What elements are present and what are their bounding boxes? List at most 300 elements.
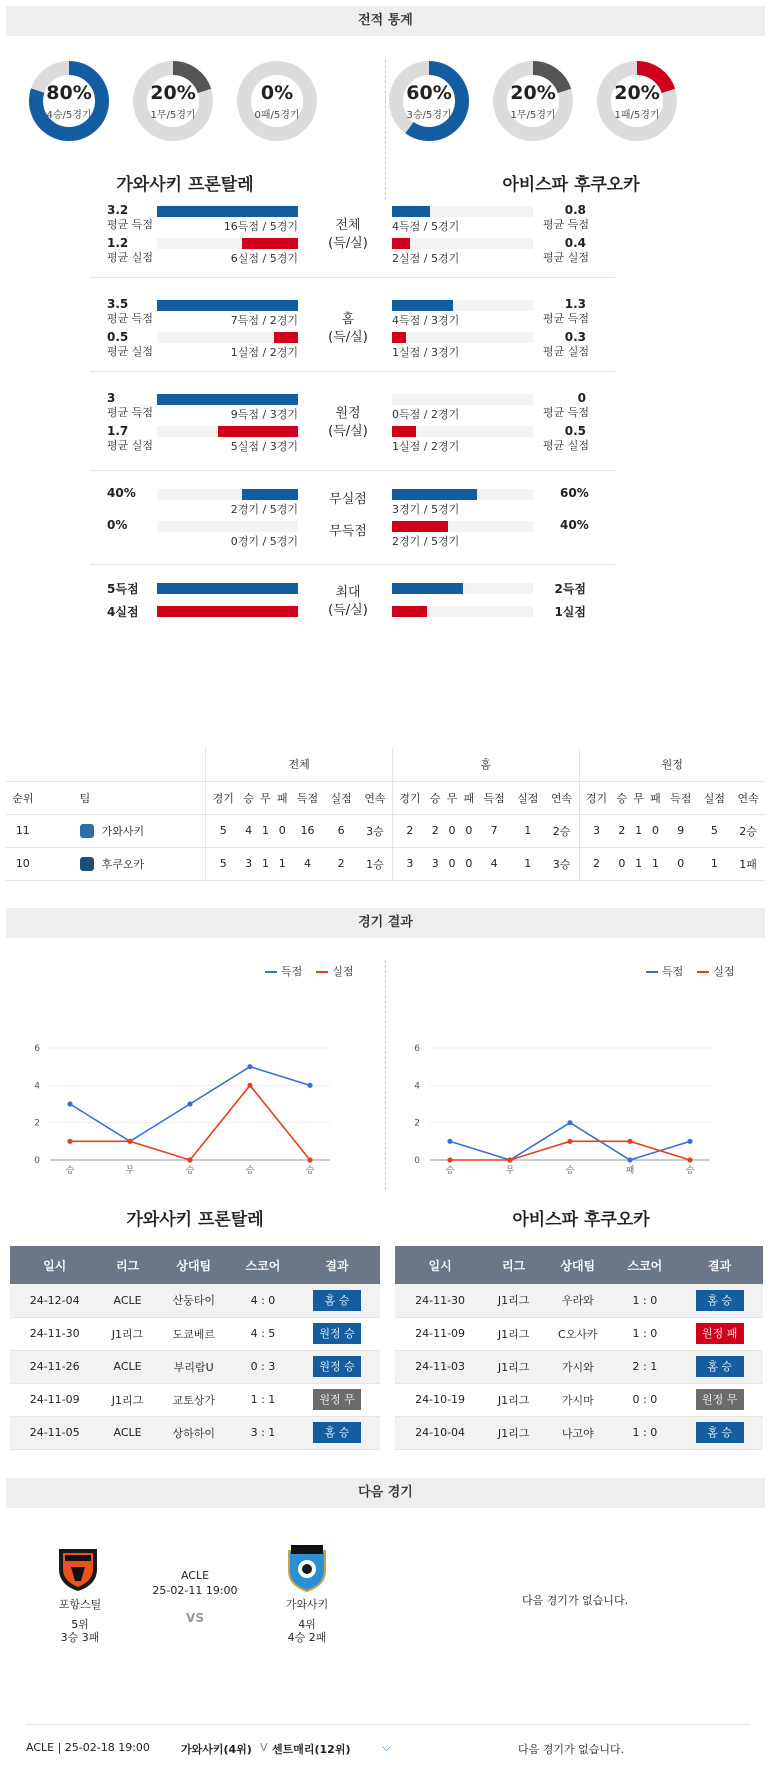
- bar-fill: [392, 583, 463, 594]
- left-against-note: 1실점 / 2경기: [230, 346, 298, 359]
- col-team: 팀: [40, 781, 206, 814]
- stat-cell: 4: [240, 814, 257, 847]
- bar-fill: [392, 300, 453, 311]
- right-for-note: 4득점 / 3경기: [392, 314, 460, 327]
- data-point: [627, 1157, 632, 1162]
- stat-category: 전체: [335, 218, 361, 233]
- vs-label: VS: [186, 1611, 204, 1625]
- donut-chart: [386, 58, 472, 144]
- next-team-b-rank: 4위: [298, 1618, 316, 1631]
- x-tick-label: 패: [625, 1166, 635, 1176]
- bar-fill: [392, 489, 477, 500]
- next-team-a-record: 3승 3패: [60, 1631, 100, 1644]
- right-for-note: 0득점 / 2경기: [392, 408, 460, 421]
- stat-cell: 1: [630, 847, 647, 880]
- section-title-match-results: 경기 결과: [6, 908, 765, 938]
- stat-cell: 1: [511, 814, 545, 847]
- col-header: 실점: [511, 781, 545, 814]
- result-cell: [294, 1317, 380, 1350]
- col-header: 연속: [358, 781, 392, 814]
- kawasaki-logo-icon: [285, 1543, 329, 1593]
- donut-sublabel: 4승/5경기: [46, 110, 92, 121]
- away-results-table: [395, 1246, 763, 1450]
- y-tick-label: 6: [414, 1044, 420, 1054]
- table-row: [10, 1383, 380, 1416]
- data-point: [447, 1157, 452, 1162]
- series-line-1: [450, 1141, 690, 1160]
- donut-chart: [234, 58, 320, 144]
- donut-percent: 20%: [510, 82, 556, 104]
- result-cell: [676, 1416, 763, 1449]
- col-header: 무: [257, 781, 274, 814]
- stat-cell: 1: [274, 847, 291, 880]
- stat-cell: 1: [630, 814, 647, 847]
- result-opp: 교토상가: [156, 1383, 232, 1416]
- col-header: 득점: [664, 781, 698, 814]
- home-results-table: [10, 1246, 380, 1450]
- col-header: 승: [427, 781, 444, 814]
- left-avg-against-value: 0.5: [107, 330, 129, 344]
- bar-track: [392, 394, 533, 405]
- stat-cell: 2: [613, 814, 630, 847]
- legend-swatch: [697, 971, 709, 973]
- right-avg-against-value: 0.3: [564, 330, 586, 344]
- stat-cell: 5: [698, 814, 732, 847]
- right-avg-against-value: 0.4: [564, 236, 586, 250]
- result-cell: [294, 1284, 380, 1317]
- table-row: [395, 1284, 763, 1317]
- result-opp: 가시와: [542, 1350, 613, 1383]
- table-row: [10, 1350, 380, 1383]
- bar-fill: [392, 426, 416, 437]
- right-max-against: 1실점: [554, 605, 586, 619]
- stat-cell: 0: [613, 847, 630, 880]
- bar-fill: [157, 394, 298, 405]
- right-avg-against-value: 0.5: [564, 424, 586, 438]
- donut-sublabel: 1패/5경기: [614, 110, 660, 121]
- bar-fill: [392, 206, 430, 217]
- away-goals-chart: [410, 1010, 750, 1185]
- data-point: [567, 1120, 572, 1125]
- donut-chart: [594, 58, 680, 144]
- donut-chart: [26, 58, 112, 144]
- stat-category-sub: (득/실): [328, 424, 368, 439]
- col-header: 실점: [324, 781, 358, 814]
- group-header-away: 원정: [579, 748, 765, 781]
- donut-chart: [490, 58, 576, 144]
- result-league: J1리그: [485, 1317, 542, 1350]
- x-tick-label: 무: [505, 1166, 515, 1176]
- result-date: 24-10-19: [395, 1383, 485, 1416]
- x-tick-label: 승: [565, 1166, 575, 1176]
- donut-sublabel: 1무/5경기: [150, 110, 196, 121]
- right-avg-for-value: 0: [577, 391, 586, 405]
- legend-label: 실점: [332, 965, 354, 978]
- result-league: ACLE: [99, 1416, 155, 1449]
- results-col-header: 리그: [99, 1246, 155, 1284]
- result-cell: [676, 1350, 763, 1383]
- results-col-header: 일시: [10, 1246, 99, 1284]
- row-divider: [90, 371, 615, 372]
- result-opp: 우라와: [542, 1284, 613, 1317]
- result-opp: C오사카: [542, 1317, 613, 1350]
- next-team-b-record: 4승 2패: [287, 1631, 327, 1644]
- divider: [385, 60, 386, 200]
- row-divider: [90, 470, 615, 471]
- stat-cell: 3: [392, 847, 426, 880]
- left-avg-against-value: 1.2: [107, 236, 129, 250]
- no-next-match: 다음 경기가 없습니다.: [521, 1594, 629, 1607]
- data-point: [247, 1064, 252, 1069]
- stat-cell: 0: [444, 814, 461, 847]
- right-max-for: 2득점: [554, 582, 586, 596]
- donut-percent: 20%: [614, 82, 660, 104]
- result-league: ACLE: [99, 1350, 155, 1383]
- right-avg-for-label: 평균 득점: [543, 218, 590, 231]
- stat-cell: 1: [647, 847, 664, 880]
- results-col-header: 결과: [294, 1246, 380, 1284]
- stat-cell: 0: [444, 847, 461, 880]
- result-cell: [676, 1317, 763, 1350]
- results-col-header: 스코어: [232, 1246, 294, 1284]
- right-noscore-note: 2경기 / 5경기: [392, 535, 460, 548]
- left-clean-note: 2경기 / 5경기: [230, 503, 298, 516]
- results-col-header: 리그: [485, 1246, 542, 1284]
- right-clean-note: 3경기 / 5경기: [392, 503, 460, 516]
- data-point: [307, 1083, 312, 1088]
- row-divider: [90, 564, 615, 565]
- table-row: [395, 1350, 763, 1383]
- left-max-for: 5득점: [107, 582, 139, 596]
- x-tick-label: 승: [65, 1166, 75, 1176]
- results-col-header: 일시: [395, 1246, 485, 1284]
- left-against-note: 5실점 / 3경기: [230, 440, 298, 453]
- donut-sublabel: 3승/5경기: [406, 110, 452, 121]
- next-team-a-name: 포항스틸: [58, 1598, 102, 1611]
- stat-cell: 16: [291, 814, 325, 847]
- result-date: 24-11-26: [10, 1350, 99, 1383]
- bar-fill: [157, 206, 298, 217]
- result-opp: 가시마: [542, 1383, 613, 1416]
- bar-track: [392, 238, 533, 249]
- team-name[interactable]: 후쿠오카: [101, 857, 145, 871]
- right-avg-against-label: 평균 실점: [543, 439, 590, 452]
- result-league: J1리그: [99, 1383, 155, 1416]
- data-point: [247, 1083, 252, 1088]
- col-header: 득점: [291, 781, 325, 814]
- result-date: 24-10-04: [395, 1416, 485, 1449]
- result-badge: 홈 승: [696, 1290, 744, 1311]
- stat-cell: 1패: [731, 847, 765, 880]
- right-avg-against-label: 평균 실점: [543, 345, 590, 358]
- x-tick-label: 무: [125, 1166, 135, 1176]
- donut-sublabel: 0패/5경기: [254, 110, 300, 121]
- clean-sheet-label: 무실점: [329, 492, 367, 507]
- col-header: 승: [240, 781, 257, 814]
- result-cell: [676, 1284, 763, 1317]
- stat-cell: 0: [647, 814, 664, 847]
- bar-fill: [242, 489, 298, 500]
- left-avg-against-label: 평균 실점: [107, 345, 154, 358]
- stat-cell: 5: [206, 847, 240, 880]
- result-date: 24-11-30: [10, 1317, 99, 1350]
- team-cell: [40, 847, 206, 880]
- result-cell: [294, 1383, 380, 1416]
- stat-cell: 1: [257, 814, 274, 847]
- result-opp: 산둥타이: [156, 1284, 232, 1317]
- result-league: ACLE: [99, 1284, 155, 1317]
- data-point: [187, 1157, 192, 1162]
- result-opp: 나고야: [542, 1416, 613, 1449]
- left-for-note: 16득점 / 5경기: [223, 220, 298, 233]
- data-point: [567, 1139, 572, 1144]
- result-cell: [676, 1383, 763, 1416]
- stat-cell: 1: [257, 847, 274, 880]
- bar-fill: [218, 426, 298, 437]
- bar-fill: [392, 521, 448, 532]
- right-against-note: 1실점 / 2경기: [392, 440, 460, 453]
- right-against-note: 2실점 / 5경기: [392, 252, 460, 265]
- col-header: 무: [444, 781, 461, 814]
- col-header: 실점: [698, 781, 732, 814]
- result-cell: [294, 1350, 380, 1383]
- stat-cell: 4: [291, 847, 325, 880]
- header-row: [395, 1246, 763, 1284]
- results-col-header: 결과: [676, 1246, 763, 1284]
- y-tick-label: 6: [34, 1044, 40, 1054]
- results-col-header: 스코어: [613, 1246, 676, 1284]
- legend-swatch: [265, 971, 277, 973]
- divider: [385, 960, 386, 1190]
- table-row: [395, 1383, 763, 1416]
- bar-fill: [392, 238, 410, 249]
- result-date: 24-12-04: [10, 1284, 99, 1317]
- result-badge: 원정 무: [696, 1389, 744, 1410]
- result-date: 24-11-09: [10, 1383, 99, 1416]
- result-score: 0 : 3: [232, 1350, 294, 1383]
- stat-cell: 1: [698, 847, 732, 880]
- col-header: 경기: [392, 781, 426, 814]
- result-date: 24-11-05: [10, 1416, 99, 1449]
- result-score: 1 : 0: [613, 1317, 676, 1350]
- result-cell: [294, 1416, 380, 1449]
- x-tick-label: 승: [245, 1166, 255, 1176]
- col-header: 패: [274, 781, 291, 814]
- left-avg-for-label: 평균 득점: [107, 312, 154, 325]
- left-no-score-value: 0%: [107, 518, 128, 532]
- result-badge: 홈 승: [696, 1422, 744, 1443]
- stat-category: 원정: [335, 406, 361, 421]
- stat-cell: 7: [477, 814, 511, 847]
- table-row: [10, 1284, 380, 1317]
- right-no-score-value: 40%: [560, 518, 589, 532]
- bar-fill: [392, 332, 406, 343]
- data-point: [67, 1139, 72, 1144]
- result-score: 1 : 0: [613, 1284, 676, 1317]
- footer-team-b: 센트매리(12위): [272, 1743, 351, 1756]
- stat-cell: 3승: [358, 814, 392, 847]
- result-badge: 홈 승: [696, 1356, 744, 1377]
- stat-cell: 5: [206, 814, 240, 847]
- data-point: [447, 1139, 452, 1144]
- stat-cell: 0: [274, 814, 291, 847]
- next-team-a-rank: 5위: [71, 1618, 89, 1631]
- donut-chart: [130, 58, 216, 144]
- result-score: 4 : 5: [232, 1317, 294, 1350]
- bar-fill: [274, 332, 298, 343]
- chart1-legend: [265, 963, 354, 979]
- result-badge: 원정 무: [313, 1389, 361, 1410]
- result-league: J1리그: [485, 1284, 542, 1317]
- data-point: [307, 1157, 312, 1162]
- legend-swatch: [646, 971, 658, 973]
- right-against-note: 1실점 / 3경기: [392, 346, 460, 359]
- x-tick-label: 승: [685, 1166, 695, 1176]
- result-score: 4 : 0: [232, 1284, 294, 1317]
- stat-cell: 2승: [731, 814, 765, 847]
- home-team-name: 가와사키 프론탈레: [126, 1210, 264, 1230]
- stat-category-sub: (득/실): [328, 330, 368, 345]
- footer-no-next: 다음 경기가 없습니다.: [518, 1743, 625, 1756]
- legend-label: 득점: [662, 965, 684, 978]
- legend-label: 실점: [713, 965, 735, 978]
- col-header: 연속: [545, 781, 579, 814]
- stat-cell: 1승: [358, 847, 392, 880]
- data-point: [127, 1139, 132, 1144]
- pohang-logo-icon: [55, 1545, 101, 1593]
- table-row: [395, 1317, 763, 1350]
- col-header: 경기: [579, 781, 613, 814]
- col-header: 연속: [731, 781, 765, 814]
- chart2-legend: [646, 963, 735, 979]
- data-point: [687, 1157, 692, 1162]
- left-avg-against-value: 1.7: [107, 424, 129, 438]
- bar-fill: [392, 606, 427, 617]
- donut-sublabel: 1무/5경기: [510, 110, 556, 121]
- section-title-next-match: 다음 경기: [6, 1478, 765, 1508]
- away-team-name: 아비스파 후쿠오카: [502, 175, 640, 195]
- stat-cell: 0: [664, 847, 698, 880]
- right-clean-sheet-value: 60%: [560, 486, 589, 500]
- right-for-note: 4득점 / 5경기: [392, 220, 460, 233]
- left-avg-for-value: 3.5: [107, 297, 129, 311]
- results-col-header: 상대팀: [542, 1246, 613, 1284]
- data-point: [187, 1101, 192, 1106]
- result-score: 3 : 1: [232, 1416, 294, 1449]
- stat-cell: 2: [324, 847, 358, 880]
- away-team-name: 아비스파 후쿠오카: [512, 1210, 650, 1230]
- legend-label: 득점: [281, 965, 303, 978]
- left-against-note: 6실점 / 5경기: [230, 252, 298, 265]
- col-header: 득점: [477, 781, 511, 814]
- results-col-header: 상대팀: [156, 1246, 232, 1284]
- home-team-name: 가와사키 프론탈레: [116, 175, 254, 195]
- right-avg-for-label: 평균 득점: [543, 406, 590, 419]
- stat-cell: 3승: [545, 847, 579, 880]
- team-logo-icon: [80, 857, 94, 871]
- stat-cell: 4: [477, 847, 511, 880]
- result-badge: 원정 승: [313, 1323, 361, 1344]
- data-point: [67, 1101, 72, 1106]
- x-tick-label: 승: [185, 1166, 195, 1176]
- data-point: [507, 1157, 512, 1162]
- table-row: [395, 1416, 763, 1449]
- stat-cell: 2: [579, 847, 613, 880]
- section-title-record-stats: 전적 통계: [6, 6, 765, 36]
- result-badge: 홈 승: [313, 1422, 361, 1443]
- left-clean-sheet-value: 40%: [107, 486, 136, 500]
- result-badge: 원정 패: [696, 1323, 744, 1344]
- result-score: 1 : 1: [232, 1383, 294, 1416]
- bar-fill: [242, 238, 298, 249]
- col-rank: 순위: [6, 781, 40, 814]
- team-name[interactable]: 가와사키: [101, 824, 145, 838]
- row-divider: [90, 277, 615, 278]
- col-header: 패: [460, 781, 477, 814]
- right-avg-for-label: 평균 득점: [543, 312, 590, 325]
- bar-fill: [157, 583, 298, 594]
- stat-cell: 6: [324, 814, 358, 847]
- result-badge: 원정 승: [313, 1356, 361, 1377]
- bar-fill: [157, 300, 298, 311]
- footer-v: V: [260, 1741, 268, 1754]
- result-opp: 도쿄베르: [156, 1317, 232, 1350]
- right-avg-for-value: 0.8: [564, 203, 586, 217]
- bar-fill: [157, 606, 298, 617]
- stat-cell: 0: [460, 814, 477, 847]
- table-row: [10, 1416, 380, 1449]
- stat-cell: 1: [511, 847, 545, 880]
- result-league: J1리그: [485, 1350, 542, 1383]
- left-avg-for-value: 3: [107, 391, 116, 405]
- left-avg-against-label: 평균 실점: [107, 251, 154, 264]
- result-badge: 홈 승: [313, 1290, 361, 1311]
- donut-percent: 60%: [406, 82, 452, 104]
- stat-category-sub: (득/실): [328, 236, 368, 251]
- result-score: 1 : 0: [613, 1416, 676, 1449]
- group-header-overall: 전체: [206, 748, 393, 781]
- result-score: 0 : 0: [613, 1383, 676, 1416]
- left-for-note: 9득점 / 3경기: [230, 408, 298, 421]
- no-score-label: 무득점: [329, 524, 367, 539]
- next-league: ACLE: [180, 1569, 210, 1582]
- result-opp: 상하하이: [156, 1416, 232, 1449]
- data-point: [687, 1139, 692, 1144]
- chevron-down-icon[interactable]: ⌵: [382, 1740, 392, 1754]
- team-logo-icon: [80, 824, 94, 838]
- next-datetime: 25-02-11 19:00: [152, 1584, 238, 1597]
- col-header: 무: [630, 781, 647, 814]
- stat-cell: 2: [392, 814, 426, 847]
- team-cell: [40, 814, 206, 847]
- result-date: 24-11-30: [395, 1284, 485, 1317]
- rank-value: 11: [6, 814, 40, 847]
- rank-table: [6, 748, 765, 881]
- y-tick-label: 2: [34, 1118, 40, 1129]
- y-tick-label: 0: [414, 1156, 420, 1166]
- result-date: 24-11-03: [395, 1350, 485, 1383]
- home-goals-chart: [30, 1010, 370, 1185]
- col-header: 패: [647, 781, 664, 814]
- result-league: J1리그: [485, 1383, 542, 1416]
- donut-percent: 0%: [260, 82, 294, 104]
- result-league: J1리그: [99, 1317, 155, 1350]
- stat-cell: 2승: [545, 814, 579, 847]
- table-row: [10, 1317, 380, 1350]
- bar-track: [392, 332, 533, 343]
- x-tick-label: 승: [445, 1166, 455, 1176]
- y-tick-label: 4: [34, 1081, 40, 1092]
